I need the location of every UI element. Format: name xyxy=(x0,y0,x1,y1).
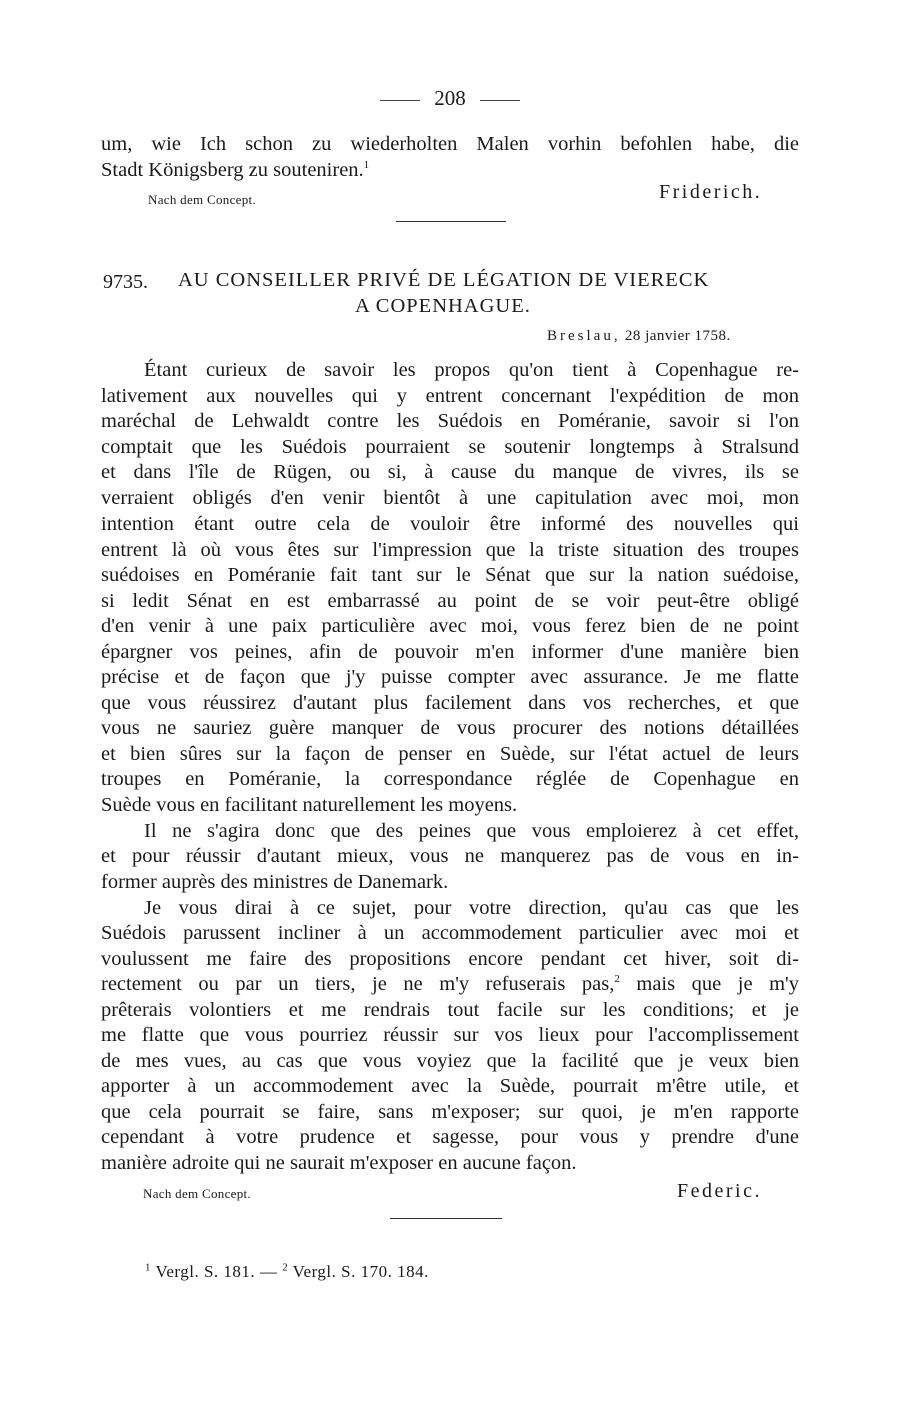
body-line-tail: mais que je m'y xyxy=(636,973,799,995)
section-rule-2 xyxy=(390,1218,502,1219)
footnote-marker-1: 1 xyxy=(145,1261,151,1274)
letter-heading-line-1: AU CONSEILLER PRIVÉ DE LÉGATION DE VIERECK xyxy=(178,269,710,291)
body-line: Étant curieux de savoir les propos qu'on tient à Copenhague re- xyxy=(144,359,799,381)
header-dash-right xyxy=(480,100,520,101)
body-line: précise et de façon que j'y puisse compter avec assurance. Je me flatte xyxy=(101,666,799,688)
footnote-ref-2: 2 xyxy=(614,973,620,986)
header-dash-left xyxy=(380,100,420,101)
body-line: d'en venir à une paix particulière avec moi, vous ferez bien de ne point xyxy=(101,615,799,637)
top-text-line-1: um, wie Ich schon zu wiederholten Malen vorhin befohlen habe, die xyxy=(101,133,799,155)
letter-heading-line-2: A COPENHAGUE. xyxy=(355,295,531,317)
body-line: que vous réussirez d'autant plus facilement dans vos recherches, et que xyxy=(101,692,799,714)
section-rule-1 xyxy=(396,221,506,222)
body-line: et bien sûres sur la façon de penser en Suède, sur l'état actuel de leurs xyxy=(101,743,799,765)
body-line: épargner vos peines, afin de pouvoir m'en informer d'une manière bien xyxy=(101,641,799,663)
top-text-line-2-text: Stadt Königsberg zu souteniren. xyxy=(101,159,364,181)
body-line: suédoises en Poméranie fait tant sur le Sénat que sur la nation suédoise, xyxy=(101,564,799,586)
signature-friderich: Friderich. xyxy=(659,181,763,203)
body-line-with-footnote xyxy=(101,971,799,997)
body-line: intention étant outre cela de vouloir être informé des nouvelles qui xyxy=(101,513,799,535)
signature-federic: Federic. xyxy=(677,1180,762,1202)
source-note-2: Nach dem Concept. xyxy=(143,1186,251,1201)
body-line: prêterais volontiers et me rendrais tout facile sur les conditions; et je xyxy=(101,999,799,1021)
body-line: me flatte que vous pourriez réussir sur vos lieux pour l'accomplissement xyxy=(101,1024,799,1046)
footnote-1: Vergl. S. 181. xyxy=(155,1262,256,1281)
body-line: et dans l'île de Rügen, ou si, à cause du manque de vivres, ils se xyxy=(101,461,799,483)
body-line: lativement aux nouvelles qui y entrent concernant l'expédition de mon xyxy=(101,385,799,407)
body-line: et pour réussir d'autant mieux, vous ne manquerez pas de vous en in- xyxy=(101,845,799,867)
body-line: vous ne sauriez guère manquer de vous procurer des notions détaillées xyxy=(101,717,799,739)
footnote-ref-1: 1 xyxy=(363,159,370,172)
footnote-separator: — xyxy=(259,1262,278,1281)
footnote-2: Vergl. S. 170. 184. xyxy=(292,1262,429,1281)
body-line: voulussent me faire des propositions encore pendant cet hiver, soit di- xyxy=(101,948,799,970)
body-line: entrent là où vous êtes sur l'impression que la triste situation des troupes xyxy=(101,539,799,561)
body-line: Il ne s'agira donc que des peines que vous emploierez à cet effet, xyxy=(144,820,799,842)
body-line: Je vous dirai à ce sujet, pour votre direction, qu'au cas que les xyxy=(144,897,799,919)
body-line: cependant à votre prudence et sagesse, pour vous y prendre d'une xyxy=(101,1126,799,1148)
footnote-marker-2: 2 xyxy=(282,1261,289,1274)
body-line: si ledit Sénat en est embarrassé au point de se voir peut-être obligé xyxy=(101,590,799,612)
body-line: Suède vous en facilitant naturellement les moyens. xyxy=(101,794,518,816)
body-line: apporter à un accommodement avec la Suède, pourrait m'être utile, et xyxy=(101,1075,799,1097)
dateline-date: 28 janvier 1758. xyxy=(624,328,731,344)
body-line: former auprès des ministres de Danemark. xyxy=(101,871,449,893)
page-number: 208 xyxy=(434,86,466,110)
page-number-header xyxy=(0,86,900,111)
body-line: que cela pourrait se faire, sans m'exposer; sur quoi, je m'en rapporte xyxy=(101,1101,799,1123)
body-line: manière adroite qui ne saurait m'exposer en aucune façon. xyxy=(101,1152,577,1174)
dateline xyxy=(547,328,731,345)
dateline-place: Breslau, xyxy=(547,328,621,344)
source-note-1: Nach dem Concept. xyxy=(148,192,256,207)
letter-number: 9735. xyxy=(103,271,148,293)
body-line: Suédois parussent incliner à un accommodement particulier avec moi et xyxy=(101,922,799,944)
body-line: de mes vues, au cas que vous voyiez que la facilité que je veux bien xyxy=(101,1050,799,1072)
body-line: maréchal de Lehwaldt contre les Suédois en Poméranie, savoir si l'on xyxy=(101,410,799,432)
body-line-text: rectement ou par un tiers, je ne m'y refuserais pas, xyxy=(101,973,615,995)
top-text-line-2 xyxy=(101,157,799,183)
footnotes xyxy=(145,1262,429,1282)
body-line: verraient obligés d'en venir bientôt à une capitulation avec moi, mon xyxy=(101,487,799,509)
body-line: troupes en Poméranie, la correspondance réglée de Copenhague en xyxy=(101,768,799,790)
body-line: comptait que les Suédois pourraient se soutenir longtemps à Stralsund xyxy=(101,436,799,458)
